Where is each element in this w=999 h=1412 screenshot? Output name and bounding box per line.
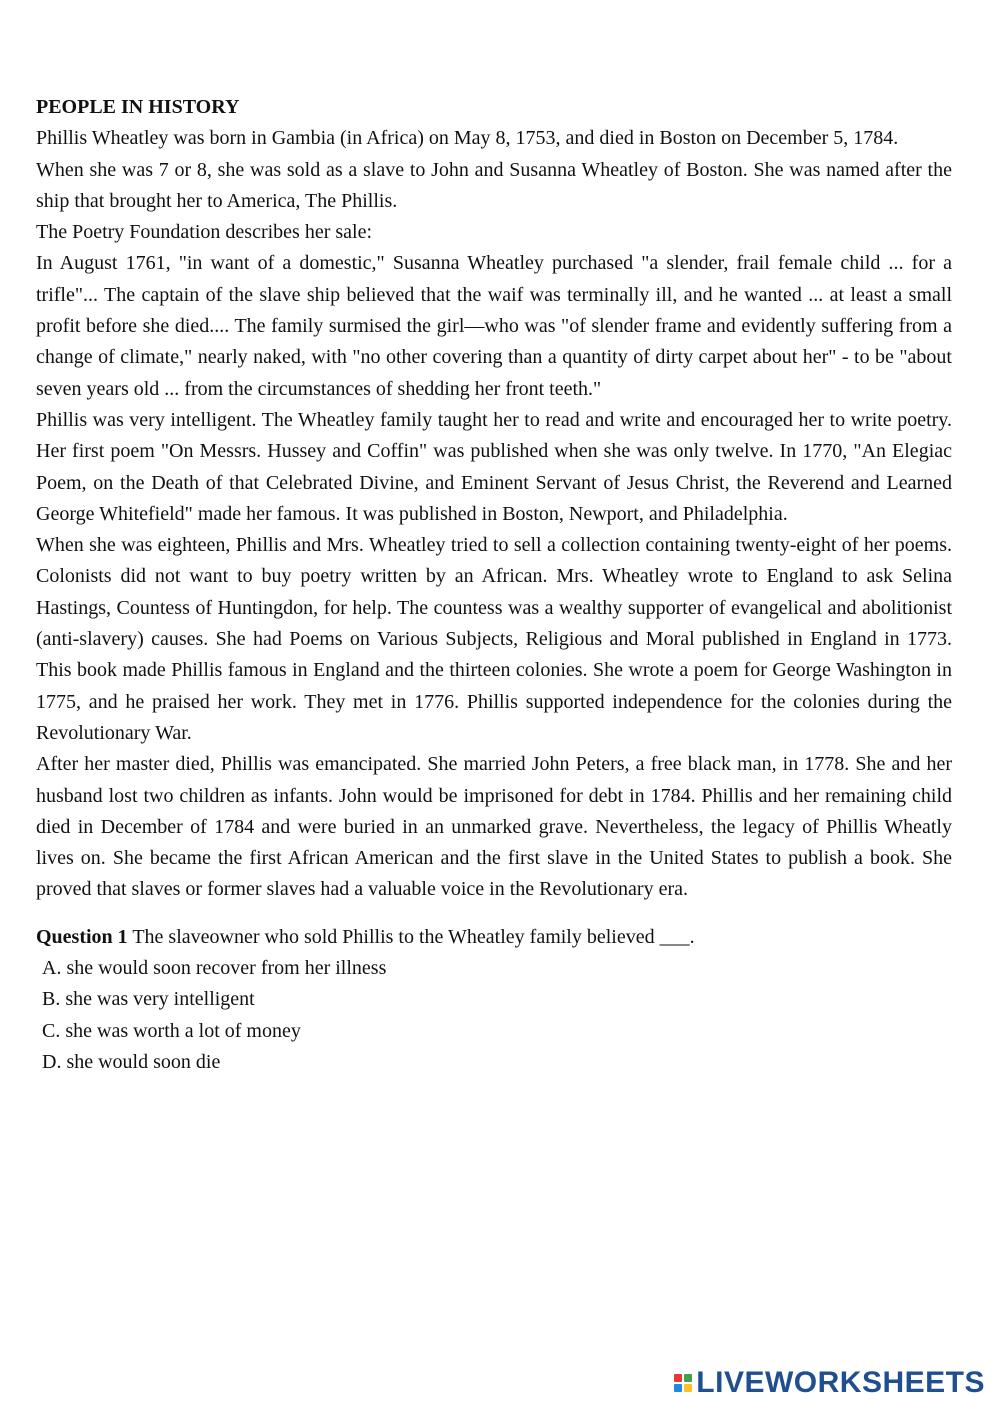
option-a[interactable]: A. she would soon recover from her illness [42,957,387,980]
logo-text: LIVEWORKSHEETS [696,1366,985,1399]
option-b[interactable]: B. she was very intelligent [42,988,255,1011]
document-title: PEOPLE IN HISTORY [36,96,240,118]
paragraph-intelligent: Phillis was very intelligent. The Wheatley family taught her to read and write and encouraged her to write poetry. Her first poem "On Messrs. Hussey and Coffin" was published when she was only twelve. In 1770, "An Elegiac Poem, on the Death of that Celebrated Divine, and Eminent Servant of Jesus Christ, the Reverend and Learned George Whitefield" made her famous. It was published in Boston, Newport, and Philadelphia. [36,408,952,525]
worksheet-page [36,92,952,1078]
question-1 [36,922,952,953]
paragraph-birth: Phillis Wheatley was born in Gambia (in Africa) on May 8, 1753, and died in Boston on December 5, 1784. [36,127,899,150]
logo-square-blue [674,1384,682,1392]
logo-square-yellow [684,1384,692,1392]
liveworksheets-logo [674,1366,985,1400]
paragraph-quote: In August 1761, "in want of a domestic," Susanna Wheatley purchased "a slender, frail female child ... for a trifle"... The captain of the slave ship believed that the waif was terminally ill, and he wanted ... at least a small profit before she died.... The family surmised the girl—who was "of slender frame and evidently suffering from a change of climate," nearly naked, with "no other covering than a quantity of dirty carpet about her" - to be "about seven years old ... from the circumstances of shedding her front teeth." [36,252,952,400]
liveworksheets-logo-icon [674,1374,692,1392]
paragraph-sold: When she was 7 or 8, she was sold as a slave to John and Susanna Wheatley of Boston. She was named after the ship that brought her to America, The Phillis. [36,158,952,212]
logo-square-green [684,1374,692,1382]
question-number: Question 1 [36,925,128,948]
option-d[interactable]: D. she would soon die [42,1050,221,1073]
paragraph-legacy: After her master died, Phillis was emancipated. She married John Peters, a free black man, in 1778. She and her husband lost two children as infants. John would be imprisoned for debt in 1784. Phillis and her remaining child died in December of 1784 and were buried in an unmarked grave. Nevertheless, the legacy of Phillis Wheatly lives on. She became the first African American and the first slave in the United States to publish a book. She proved that slaves or former slaves had a valuable voice in the Revolutionary era. [36,753,952,901]
paragraph-eighteen: When she was eighteen, Phillis and Mrs. Wheatley tried to sell a collection containing twenty-eight of her poems. Colonists did not want to buy poetry written by an African. Mrs. Wheatley wrote to England to ask Selina Hastings, Countess of Huntingdon, for help. The countess was a wealthy supporter of evangelical and abolitionist (anti-slavery) causes. She had Poems on Various Subjects, Religious and Moral published in England in 1773. This book made Phillis famous in England and the thirteen colonies. She wrote a poem for George Washington in 1775, and he praised her work. They met in 1776. Phillis supported independence for the colonies during the Revolutionary War. [36,534,952,744]
paragraph-foundation: The Poetry Foundation describes her sale: [36,221,373,244]
option-c[interactable]: C. she was worth a lot of money [42,1019,301,1042]
question-text: The slaveowner who sold Phillis to the Wheatley family believed ___. [127,925,695,948]
logo-square-red [674,1374,682,1382]
